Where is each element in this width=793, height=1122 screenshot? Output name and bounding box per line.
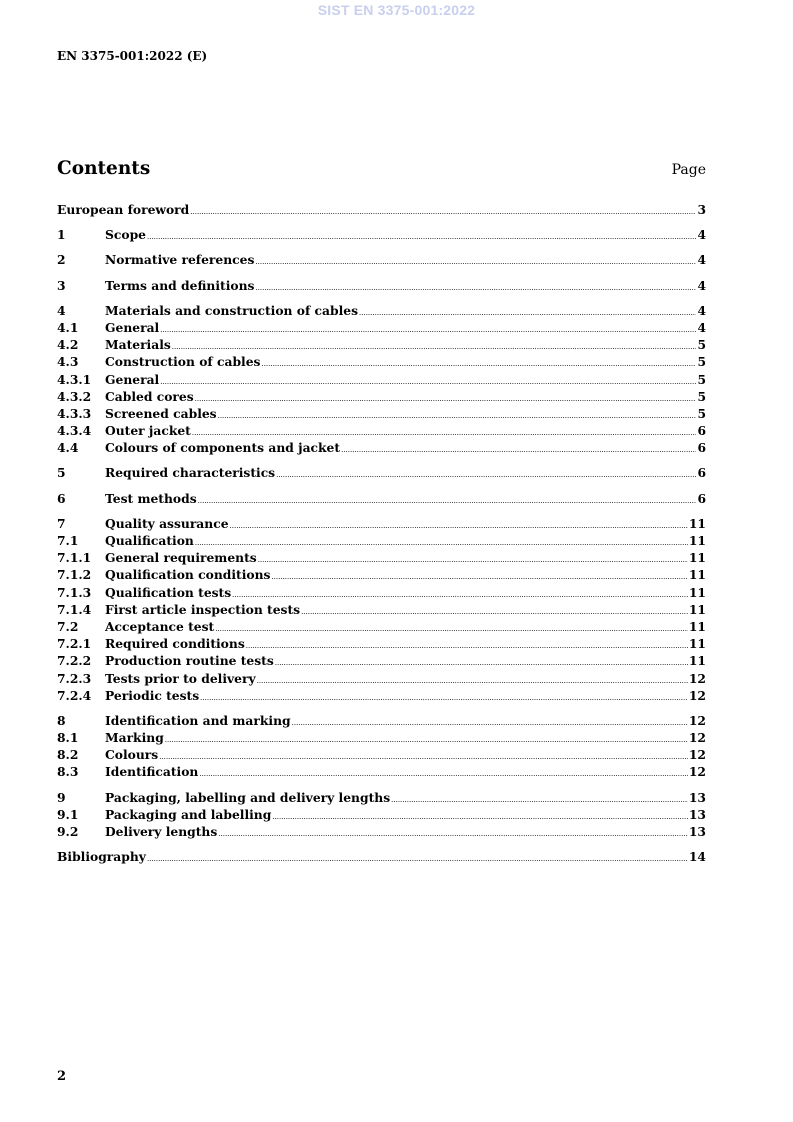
toc-entry[interactable] xyxy=(57,635,706,652)
toc-dot-leader xyxy=(195,391,697,408)
toc-entry-title: Screened cables xyxy=(105,405,217,421)
toc-entry-title: Packaging, labelling and delivery lengths xyxy=(105,789,391,805)
toc-entry-number: 7.2.4 xyxy=(57,687,92,703)
toc-dot-leader xyxy=(258,552,688,569)
toc-entry[interactable] xyxy=(57,712,706,729)
contents-heading: Contents xyxy=(57,158,151,179)
toc-entry-title: Quality assurance xyxy=(105,515,229,531)
toc-entry[interactable] xyxy=(57,823,706,840)
toc-entry[interactable] xyxy=(57,806,706,823)
toc-entry[interactable] xyxy=(57,388,706,405)
toc-entry-number: 4.3.4 xyxy=(57,423,92,439)
toc-entry[interactable] xyxy=(57,226,706,243)
toc-dot-leader xyxy=(218,408,697,425)
toc-dot-leader xyxy=(160,322,696,339)
toc-entry[interactable] xyxy=(57,405,706,422)
toc-entry-title: Identification xyxy=(105,764,199,780)
toc-dot-leader xyxy=(255,280,696,297)
toc-entry-title: First article inspection tests xyxy=(105,601,301,617)
toc-entry-title: Acceptance test xyxy=(105,618,215,634)
toc-entry[interactable] xyxy=(57,464,706,481)
toc-entry-title: Test methods xyxy=(105,490,197,506)
toc-entry-number: 8.3 xyxy=(57,764,79,780)
toc-entry-title: Materials xyxy=(105,337,171,353)
toc-entry[interactable] xyxy=(57,729,706,746)
toc-entry-title: Required characteristics xyxy=(105,465,276,481)
toc-entry[interactable] xyxy=(57,302,706,319)
toc-entry-page: 12 xyxy=(688,670,706,686)
toc-entry-title: European foreword xyxy=(57,202,190,217)
toc-entry-title: General xyxy=(105,371,160,387)
toc-dot-leader xyxy=(199,766,688,783)
toc-entry-number: 4.3.1 xyxy=(57,371,92,387)
toc-entry-page: 11 xyxy=(688,584,706,600)
toc-entry-page: 12 xyxy=(688,730,706,746)
toc-entry[interactable] xyxy=(57,439,706,456)
toc-entry-page: 11 xyxy=(688,653,706,669)
toc-entry-page: 11 xyxy=(688,515,706,531)
toc-entry-number: 2 xyxy=(57,252,66,268)
toc-entry-number: 7.2.1 xyxy=(57,636,92,652)
toc-entry-title: Qualification conditions xyxy=(105,567,271,583)
toc-entry-title: Scope xyxy=(105,227,146,243)
toc-entry[interactable] xyxy=(57,789,706,806)
toc-entry-title: Periodic tests xyxy=(105,687,200,703)
toc-entry[interactable] xyxy=(57,371,706,388)
toc-entry-number: 7.1.1 xyxy=(57,550,92,566)
toc-entry[interactable] xyxy=(57,251,706,268)
toc-dot-leader xyxy=(257,673,688,690)
toc-entry[interactable] xyxy=(57,746,706,763)
table-of-contents xyxy=(57,201,706,865)
toc-entry-page: 6 xyxy=(697,440,706,456)
toc-dot-leader xyxy=(246,638,688,655)
toc-entry-page: 12 xyxy=(688,687,706,703)
toc-entry-title: Normative references xyxy=(105,252,255,268)
toc-entry-number: 9.2 xyxy=(57,824,79,839)
toc-entry-title: Colours of components and jacket xyxy=(105,440,341,456)
toc-entry-number: 9.1 xyxy=(57,806,79,822)
toc-entry-number: 6 xyxy=(57,490,66,506)
toc-entry-page: 12 xyxy=(688,712,706,728)
toc-entry-title: General xyxy=(105,319,160,335)
toc-entry[interactable] xyxy=(57,584,706,601)
toc-entry-title: Packaging and labelling xyxy=(105,806,272,822)
toc-entry-page: 5 xyxy=(697,388,706,404)
toc-dot-leader xyxy=(230,518,688,535)
toc-dot-leader xyxy=(190,204,696,221)
toc-entry-page: 5 xyxy=(697,371,706,387)
toc-entry-number: 4.3 xyxy=(57,354,79,370)
toc-entry-page: 14 xyxy=(688,849,706,865)
toc-dot-leader xyxy=(391,792,688,809)
toc-entry[interactable] xyxy=(57,848,706,865)
toc-entry[interactable] xyxy=(57,336,706,353)
toc-entry-number: 7 xyxy=(57,515,66,531)
toc-entry-page: 13 xyxy=(688,789,706,805)
toc-entry[interactable] xyxy=(57,319,706,336)
toc-entry-number: 4.1 xyxy=(57,319,79,335)
toc-entry-title: Construction of cables xyxy=(105,354,261,370)
toc-entry-number: 3 xyxy=(57,277,66,293)
toc-entry-page: 11 xyxy=(688,550,706,566)
toc-dot-leader xyxy=(165,732,688,749)
toc-entry-page: 4 xyxy=(697,319,706,335)
toc-entry[interactable] xyxy=(57,601,706,618)
toc-dot-leader xyxy=(218,826,688,843)
toc-entry-page: 13 xyxy=(688,824,706,839)
toc-entry-number: 4 xyxy=(57,302,66,318)
toc-dot-leader xyxy=(159,749,688,766)
page-column-label: Page xyxy=(671,162,706,178)
toc-dot-leader xyxy=(275,655,688,672)
toc-dot-leader xyxy=(147,229,696,246)
toc-entry-title: General requirements xyxy=(105,550,257,566)
toc-entry-number: 7.1.2 xyxy=(57,567,92,583)
toc-dot-leader xyxy=(147,851,688,868)
toc-entry-page: 12 xyxy=(688,747,706,763)
toc-dot-leader xyxy=(200,690,688,707)
toc-entry-title: Production routine tests xyxy=(105,653,274,669)
toc-entry-title: Marking xyxy=(105,730,164,746)
toc-entry[interactable] xyxy=(57,566,706,583)
toc-dot-leader xyxy=(215,621,688,638)
toc-dot-leader xyxy=(271,569,687,586)
toc-entry-number: 4.2 xyxy=(57,337,79,353)
toc-entry-title: Terms and definitions xyxy=(105,277,255,293)
toc-entry-page: 5 xyxy=(697,354,706,370)
toc-dot-leader xyxy=(198,493,697,510)
toc-dot-leader xyxy=(272,809,688,826)
toc-entry[interactable] xyxy=(57,652,706,669)
toc-entry-title: Bibliography xyxy=(57,849,146,865)
toc-entry-title: Qualification xyxy=(105,533,194,548)
toc-dot-leader xyxy=(301,604,688,621)
toc-entry-page: 3 xyxy=(697,202,706,217)
toc-entry-number: 9 xyxy=(57,789,66,805)
page-number: 2 xyxy=(57,1069,67,1084)
toc-entry-page: 6 xyxy=(697,423,706,439)
toc-entry-number: 8.2 xyxy=(57,747,79,763)
toc-entry[interactable] xyxy=(57,618,706,635)
toc-entry-number: 7.1 xyxy=(57,533,79,548)
toc-dot-leader xyxy=(261,356,696,373)
toc-entry-title: Materials and construction of cables xyxy=(105,302,359,318)
toc-entry[interactable] xyxy=(57,201,706,218)
toc-entry-title: Identification and marking xyxy=(105,712,291,728)
toc-entry-number: 7.2 xyxy=(57,618,79,634)
toc-entry-number: 4.3.3 xyxy=(57,405,92,421)
toc-entry-number: 4.3.2 xyxy=(57,388,92,404)
toc-entry[interactable] xyxy=(57,532,706,549)
toc-dot-leader xyxy=(276,467,696,484)
toc-entry-number: 8.1 xyxy=(57,730,79,746)
toc-entry-page: 6 xyxy=(697,490,706,506)
toc-entry-number: 7.1.3 xyxy=(57,584,92,600)
toc-entry-page: 12 xyxy=(688,764,706,780)
toc-entry-page: 6 xyxy=(697,465,706,481)
toc-entry-number: 8 xyxy=(57,712,66,728)
toc-entry[interactable] xyxy=(57,277,706,294)
toc-dot-leader xyxy=(160,374,696,391)
toc-entry[interactable] xyxy=(57,549,706,566)
toc-entry-title: Colours xyxy=(105,747,159,763)
toc-entry-number: 7.1.4 xyxy=(57,601,92,617)
toc-entry-number: 5 xyxy=(57,465,66,481)
toc-entry-page: 11 xyxy=(688,618,706,634)
watermark: SIST EN 3375-001:2022 xyxy=(317,2,476,18)
toc-entry-page: 11 xyxy=(688,601,706,617)
toc-entry-number: 4.4 xyxy=(57,440,79,456)
toc-entry-page: 4 xyxy=(697,252,706,268)
toc-dot-leader xyxy=(195,535,688,552)
toc-entry-title: Tests prior to delivery xyxy=(105,670,256,686)
toc-entry-number: 7.2.2 xyxy=(57,653,92,669)
toc-entry-number: 1 xyxy=(57,227,66,243)
toc-dot-leader xyxy=(292,715,688,732)
toc-entry[interactable] xyxy=(57,763,706,780)
toc-entry[interactable] xyxy=(57,353,706,370)
toc-entry-title: Qualification tests xyxy=(105,584,232,600)
toc-entry-page: 11 xyxy=(688,636,706,652)
toc-entry-title: Outer jacket xyxy=(105,423,191,439)
toc-entry-page: 13 xyxy=(688,806,706,822)
toc-dot-leader xyxy=(341,442,696,459)
toc-entry-page: 4 xyxy=(697,277,706,293)
toc-entry[interactable] xyxy=(57,687,706,704)
toc-entry-title: Cabled cores xyxy=(105,388,194,404)
toc-entry-page: 11 xyxy=(688,567,706,583)
toc-entry-page: 4 xyxy=(697,302,706,318)
toc-entry-page: 11 xyxy=(688,533,706,548)
toc-entry-title: Required conditions xyxy=(105,636,245,652)
toc-entry[interactable] xyxy=(57,490,706,507)
toc-entry-title: Delivery lengths xyxy=(105,824,218,839)
toc-entry-page: 5 xyxy=(697,337,706,353)
toc-dot-leader xyxy=(255,254,696,271)
toc-entry[interactable] xyxy=(57,670,706,687)
document-id: EN 3375-001:2022 (E) xyxy=(57,49,208,63)
toc-entry[interactable] xyxy=(57,515,706,532)
toc-dot-leader xyxy=(359,305,696,322)
toc-entry-number: 7.2.3 xyxy=(57,670,92,686)
toc-dot-leader xyxy=(232,587,688,604)
toc-entry-page: 4 xyxy=(697,227,706,243)
toc-entry-page: 5 xyxy=(697,405,706,421)
toc-entry[interactable] xyxy=(57,422,706,439)
